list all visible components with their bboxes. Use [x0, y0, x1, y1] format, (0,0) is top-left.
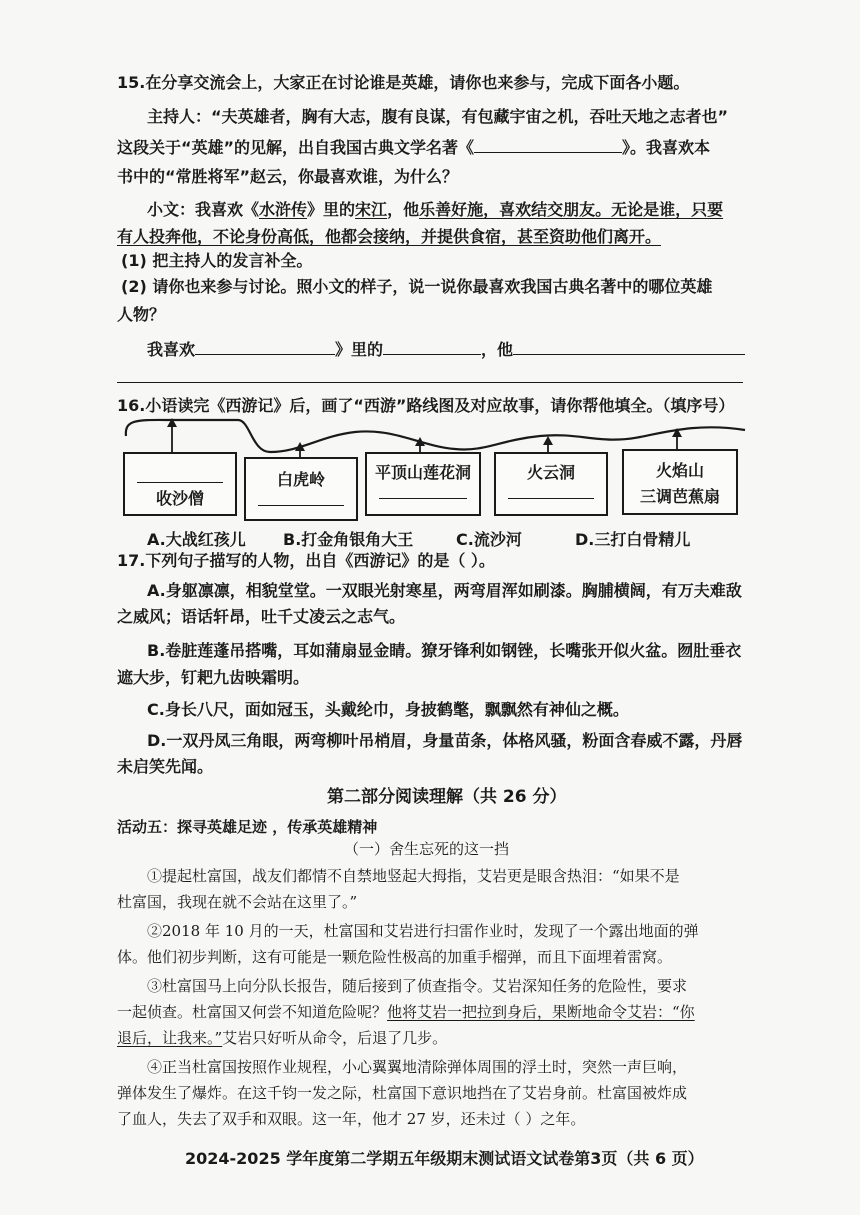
option-a: A.大战红孩儿: [147, 530, 246, 549]
route-box-3: [365, 452, 481, 516]
route-box-4: [494, 452, 608, 516]
fill-prefix: 我喜欢: [147, 340, 196, 359]
passage-p4-cont: 弹体发生了爆炸。在这千钧一发之际，杜富国下意识地挡在了艾岩身前。杜富国被炸成: [117, 1084, 688, 1102]
route-box-5-label: 火焰山: [655, 461, 705, 480]
option-b: B.打金角银角大王: [283, 530, 414, 549]
q15-line3-tail: 》。我喜欢本: [622, 138, 711, 157]
route-box-2-blank[interactable]: [258, 505, 344, 506]
q15-line5-e: ，他: [387, 200, 420, 219]
route-box-1-label: 收沙僧: [155, 489, 205, 508]
passage-p3: ③杜富国马上向分队长报告，随后接到了侦查指令。艾岩深知任务的危险性，要求: [147, 977, 688, 995]
q17-choice-d: D.一双丹凤三角眼，两弯柳叶吊梢眉，身量苗条，体格风骚，粉面含春威不露，丹唇: [147, 731, 743, 750]
q15-line2: 主持人：“夫英雄者，胸有大志，腹有良谋，有包藏宇宙之机，吞吐天地之志者也”: [147, 107, 729, 126]
route-box-2-label: 白虎岭: [276, 470, 326, 489]
passage-p4: ④正当杜富国按照作业规程，小心翼翼地清除弹体周围的浮土时，突然一声巨响，: [147, 1058, 688, 1076]
route-box-5-sublabel: 三调芭蕉扇: [639, 487, 721, 506]
q17-choice-b: B.卷脏莲蓬吊搭嘴，耳如蒲扇显金睛。獠牙锋利如钢锉，长嘴张开似火盆。囫肚垂衣: [147, 641, 742, 660]
q15-sub2: (2) 请你也来参与讨论。照小文的样子，说一说你最喜欢我国古典名著中的哪位英雄: [121, 277, 713, 296]
q15-reason: 乐善好施，喜欢结交朋友。无论是谁，只要: [419, 200, 724, 219]
route-path: [126, 420, 745, 452]
fill-middle: 》里的: [335, 340, 384, 359]
fill-suffix: ，他: [481, 340, 514, 359]
passage-p4-end: 了血人，失去了双手和双眼。这一年，他才 27 岁，还未过（ ）之年。: [117, 1110, 586, 1128]
q15-line5-c: 》里的: [307, 200, 356, 219]
q17-choice-b-cont: 遮大步，钉耙九齿映霜明。: [117, 668, 310, 687]
route-box-3-blank[interactable]: [379, 498, 467, 499]
route-box-1-blank[interactable]: [137, 482, 223, 483]
q15-hero-name: 宋江: [355, 200, 388, 219]
q15-line1: 15.在分享交流会上，大家正在讨论谁是英雄，请你也来参与，完成下面各小题。: [117, 73, 690, 92]
q15-sub2-tail: 人物？: [117, 305, 166, 324]
passage-p3-text: 一起侦查。杜富国又何尝不知道危险呢？: [117, 1003, 388, 1021]
part2-heading: 第二部分阅读理解（共 26 分）: [327, 787, 567, 807]
option-c: C.流沙河: [456, 530, 522, 549]
passage-p3-underlined: 他将艾岩一把拉到身后，果断地命令艾岩：“你: [387, 1003, 695, 1021]
passage-p3-cont: [117, 1001, 695, 1023]
passage-p1: ①提起杜富国，战友们都情不自禁地竖起大拇指，艾岩更是眼含热泪：“如果不是: [147, 867, 680, 885]
route-box-1: [123, 452, 237, 516]
passage-p2: ②2018 年 10 月的一天，杜富国和艾岩进行扫雷作业时，发现了一个露出地面的弹: [147, 922, 699, 940]
passage-subtitle: （一）舍生忘死的这一挡: [344, 840, 510, 858]
option-d: D.三打白骨精儿: [575, 530, 691, 549]
q17-choice-a-cont: 之威风；语话轩昂，吐千丈凌云之志气。: [117, 607, 406, 626]
q15-line3-text: 这段关于“英雄”的见解，出自我国古典文学名著《: [117, 138, 475, 157]
q16-title: 16.小语读完《西游记》后，画了“西游”路线图及对应故事，请你帮他填全。（填序号）: [117, 396, 735, 415]
q17-choice-a: A.身躯凛凛，相貌堂堂。一双眼光射寒星，两弯眉浑如刷漆。胸脯横阔，有万夫难敌: [147, 581, 742, 600]
route-box-5: [622, 449, 738, 515]
route-box-3-label: 平顶山莲花洞: [374, 463, 472, 482]
q17-choice-d-cont: 未启笑先闻。: [117, 757, 214, 776]
passage-p3-end: [117, 1027, 447, 1049]
q15-line4: 书中的“常胜将军”赵云，你最喜欢谁，为什么？: [117, 167, 459, 186]
passage-p1-cont: 杜富国，我现在就不会站在这里了。”: [117, 893, 358, 911]
route-box-4-blank[interactable]: [508, 498, 594, 499]
page-footer: 2024-2025 学年度第二学期五年级期末测试语文试卷第3页（共 6 页）: [185, 1149, 704, 1168]
q15-line5-a: 小文：我喜欢《: [147, 200, 260, 219]
q17-stem: 17.下列句子描写的人物，出自《西游记》的是（ ）。: [117, 551, 495, 570]
route-box-4-label: 火云洞: [526, 463, 576, 482]
q17-choice-c: C.身长八尺，面如冠玉，头戴纶巾，身披鹤氅，飘飘然有神仙之概。: [147, 700, 629, 719]
q15-line6: 有人投奔他，不论身份高低，他都会接纳，并提供食宿，甚至资助他们离开。: [117, 227, 662, 246]
passage-p3-underlined-end: 退后，让我来。”: [117, 1029, 223, 1047]
activity-title: 活动五：探寻英雄足迹 ，传承英雄精神: [117, 818, 378, 836]
passage-p2-cont: 体。他们初步判断，这有可能是一颗危险性极高的加重手榴弹，而且下面埋着雷窝。: [117, 948, 673, 966]
arrow-4-head: [543, 436, 553, 445]
passage-p3-text-end: 艾岩只好听从命令，后退了几步。: [222, 1029, 448, 1047]
route-box-2: [244, 457, 358, 521]
q15-book-name: 水浒传: [259, 200, 308, 219]
q15-sub1: (1) 把主持人的发言补全。: [121, 251, 313, 270]
